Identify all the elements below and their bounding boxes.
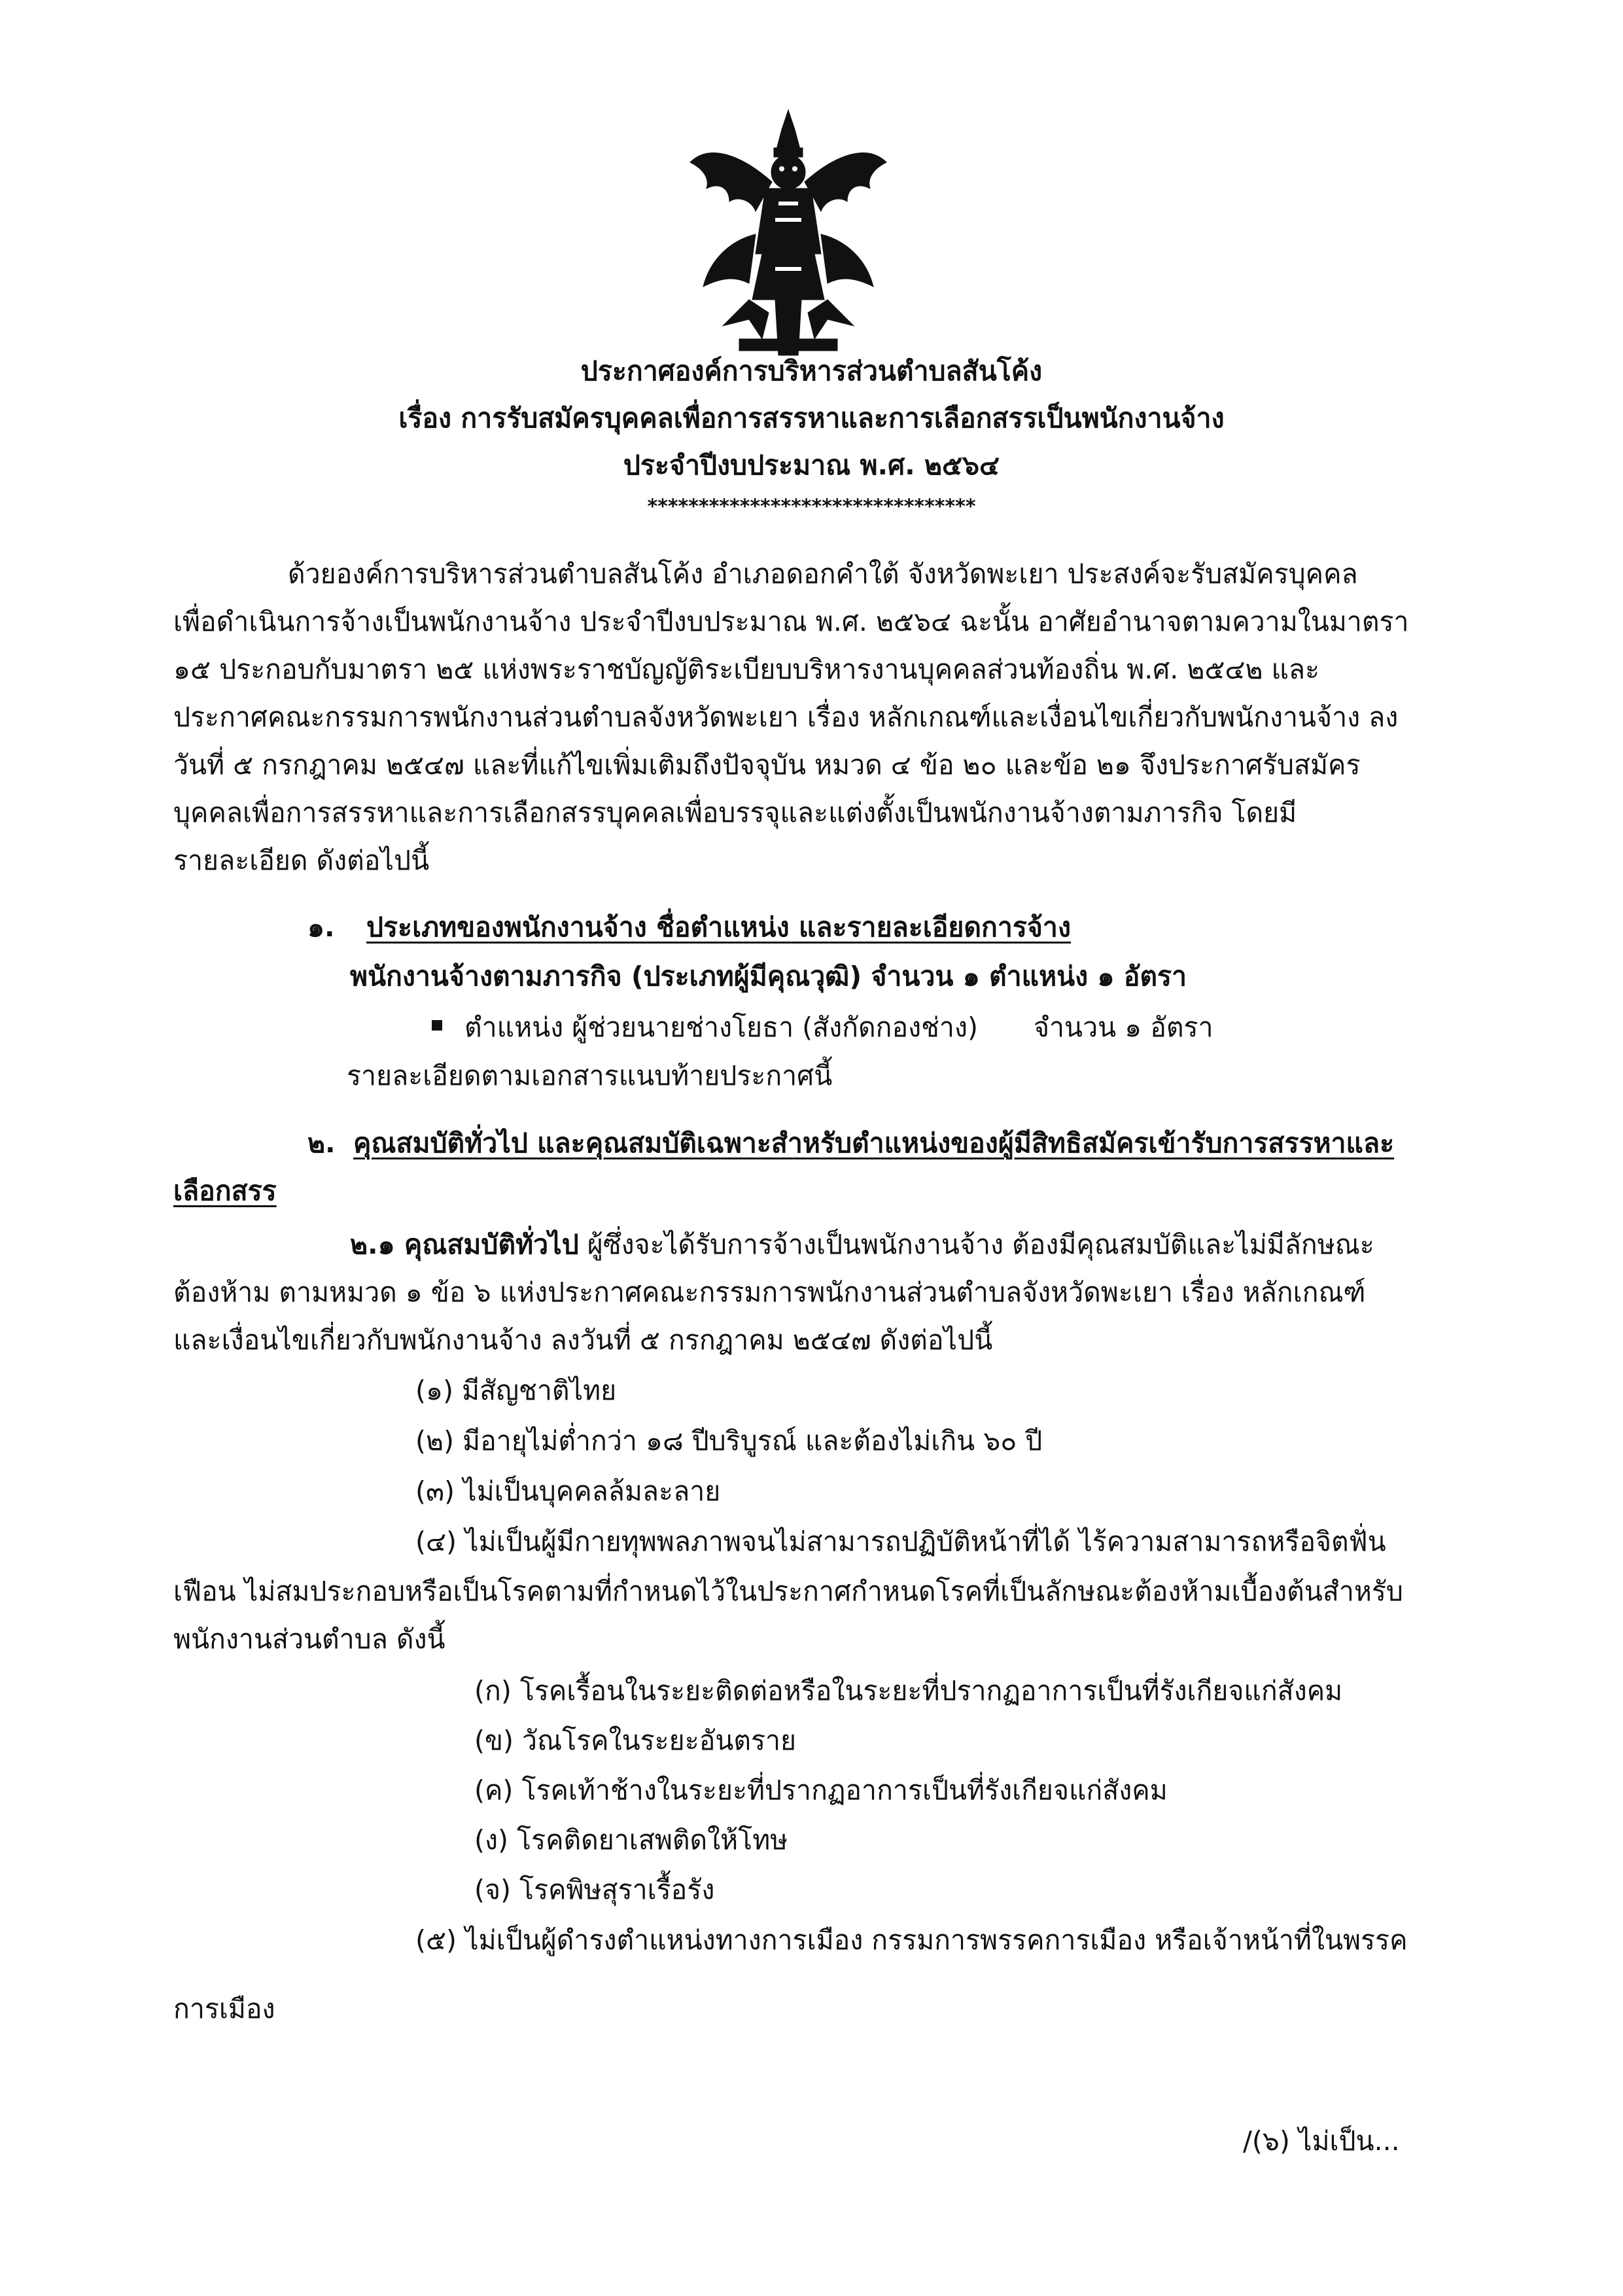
intro-line-7: รายละเอียด ดังต่อไปนี้ xyxy=(173,845,430,876)
header-line-1: ประกาศองค์การบริหารส่วนตำบลสันโค้ง xyxy=(580,355,1043,387)
intro-line-2: เพื่อดำเนินการจ้างเป็นพนักงานจ้าง ประจำปีงบประมาณ พ.ศ. ๒๕๖๔ ฉะนั้น อาศัยอำนาจตามความในมาตรา xyxy=(173,606,1409,637)
section-2-title: คุณสมบัติทั่วไป และคุณสมบัติเฉพาะสำหรับตำแหน่งของผู้มีสิทธิสมัครเข้ารับการสรรหาและ xyxy=(353,1127,1395,1159)
bullet-square-icon xyxy=(432,1020,442,1031)
section-2-number: ๒. xyxy=(307,1127,336,1159)
qualification-item-5-cont: การเมือง xyxy=(173,1993,275,2024)
qualification-item-4-line-1: (๔) ไม่เป็นผู้มีกายทุพพลภาพจนไม่สามารถปฏิบัติหน้าที่ได้ ไร้ความสามารถหรือจิตฟั่น xyxy=(415,1526,1386,1557)
qualification-item-4-line-3: พนักงานส่วนตำบล ดังนี้ xyxy=(173,1623,445,1655)
section-1-detail: รายละเอียดตามเอกสารแนบท้ายประกาศนี้ xyxy=(347,1060,833,1091)
intro-line-4: ประกาศคณะกรรมการพนักงานส่วนตำบลจังหวัดพะเยา เรื่อง หลักเกณฑ์และเงื่อนไขเกี่ยวกับพนักงานจ้าง ลง xyxy=(173,701,1399,733)
disease-item-1: (ก) โรคเรื้อนในระยะติดต่อหรือในระยะที่ปรากฏอาการเป็นที่รังเกียจแก่สังคม xyxy=(474,1675,1343,1706)
section-2-1-line-2: ต้องห้าม ตามหมวด ๑ ข้อ ๖ แห่งประกาศคณะกรรมการพนักงานส่วนตำบลจังหวัดพะเยา เรื่อง หลักเกณฑ์ xyxy=(173,1277,1366,1308)
next-page-indicator: /(๖) ไม่เป็น... xyxy=(1243,2125,1400,2157)
qualification-item-2: (๒) มีอายุไม่ต่ำกว่า ๑๘ ปีบริบูรณ์ และต้องไม่เกิน ๖๐ ปี xyxy=(415,1425,1043,1457)
qualification-item-4-line-2: เฟือน ไม่สมประกอบหรือเป็นโรคตามที่กำหนดไว้ในประกาศกำหนดโรคที่เป็นลักษณะต้องห้ามเบื้องต้นสำหรับ xyxy=(173,1576,1403,1607)
header-line-2: เรื่อง การรับสมัครบุคคลเพื่อการสรรหาและการเลือกสรรเป็นพนักงานจ้าง xyxy=(398,402,1225,434)
section-2-1-line-3: และเงื่อนไขเกี่ยวกับพนักงานจ้าง ลงวันที่ ๕ กรกฎาคม ๒๕๔๗ ดังต่อไปนี้ xyxy=(173,1324,993,1356)
position-name: ตำแหน่ง ผู้ช่วยนายช่างโยธา (สังกัดกองช่าง) xyxy=(464,1012,978,1043)
section-2-1-label: ๒.๑ คุณสมบัติทั่วไป xyxy=(350,1229,579,1260)
disease-item-4: (ง) โรคติดยาเสพติดให้โทษ xyxy=(474,1824,788,1856)
qualification-item-1: (๑) มีสัญชาติไทย xyxy=(415,1375,617,1406)
section-2-1-text: ผู้ซึ่งจะได้รับการจ้างเป็นพนักงานจ้าง ต้องมีคุณสมบัติและไม่มีลักษณะ xyxy=(578,1229,1374,1260)
section-1-subtitle: พนักงานจ้างตามภารกิจ (ประเภทผู้มีคุณวุฒิ) จำนวน ๑ ตำแหน่ง ๑ อัตรา xyxy=(350,961,1187,992)
section-2-1-line-1 xyxy=(350,1230,1374,1260)
header-line-3: ประจำปีงบประมาณ พ.ศ. ๒๕๖๔ xyxy=(623,450,1000,481)
disease-item-5: (จ) โรคพิษสุราเรื้อรัง xyxy=(474,1874,715,1905)
section-1-position-count: จำนวน ๑ อัตรา xyxy=(1034,1012,1213,1043)
section-1-number: ๑. xyxy=(307,911,335,943)
disease-item-3: (ค) โรคเท้าช้างในระยะที่ปรากฏอาการเป็นที่รังเกียจแก่สังคม xyxy=(474,1775,1168,1806)
section-1-title: ประเภทของพนักงานจ้าง ชื่อตำแหน่ง และรายละเอียดการจ้าง xyxy=(366,911,1071,943)
qualification-item-5: (๕) ไม่เป็นผู้ดำรงตำแหน่งทางการเมือง กรรมการพรรคการเมือง หรือเจ้าหน้าที่ในพรรค xyxy=(415,1924,1408,1956)
section-2-title-cont: เลือกสรร xyxy=(173,1175,277,1207)
intro-line-5: วันที่ ๕ กรกฎาคม ๒๕๔๗ และที่แก้ไขเพิ่มเติมถึงปัจจุบัน หมวด ๔ ข้อ ๒๐ และข้อ ๒๑ จึงประกาศรับสมัคร xyxy=(173,749,1361,781)
garuda-emblem-icon xyxy=(684,103,893,359)
qualification-item-3: (๓) ไม่เป็นบุคคลล้มละลาย xyxy=(415,1475,721,1507)
intro-line-1: ด้วยองค์การบริหารส่วนตำบลสันโค้ง อำเภอดอกคำใต้ จังหวัดพะเยา ประสงค์จะรับสมัครบุคคล xyxy=(288,558,1358,590)
section-1-position xyxy=(432,1013,978,1042)
intro-line-6: บุคคลเพื่อการสรรหาและการเลือกสรรบุคคลเพื่อบรรจุและแต่งตั้งเป็นพนักงานจ้างตามภารกิจ โดยมี xyxy=(173,797,1297,828)
intro-line-3: ๑๕ ประกอบกับมาตรา ๒๕ แห่งพระราชบัญญัติระเบียบบริหารงานบุคคลส่วนท้องถิ่น พ.ศ. ๒๕๔๒ และ xyxy=(173,654,1320,685)
disease-item-2: (ข) วัณโรคในระยะอันตราย xyxy=(474,1725,797,1756)
header-stars: ******************************** xyxy=(647,495,976,518)
